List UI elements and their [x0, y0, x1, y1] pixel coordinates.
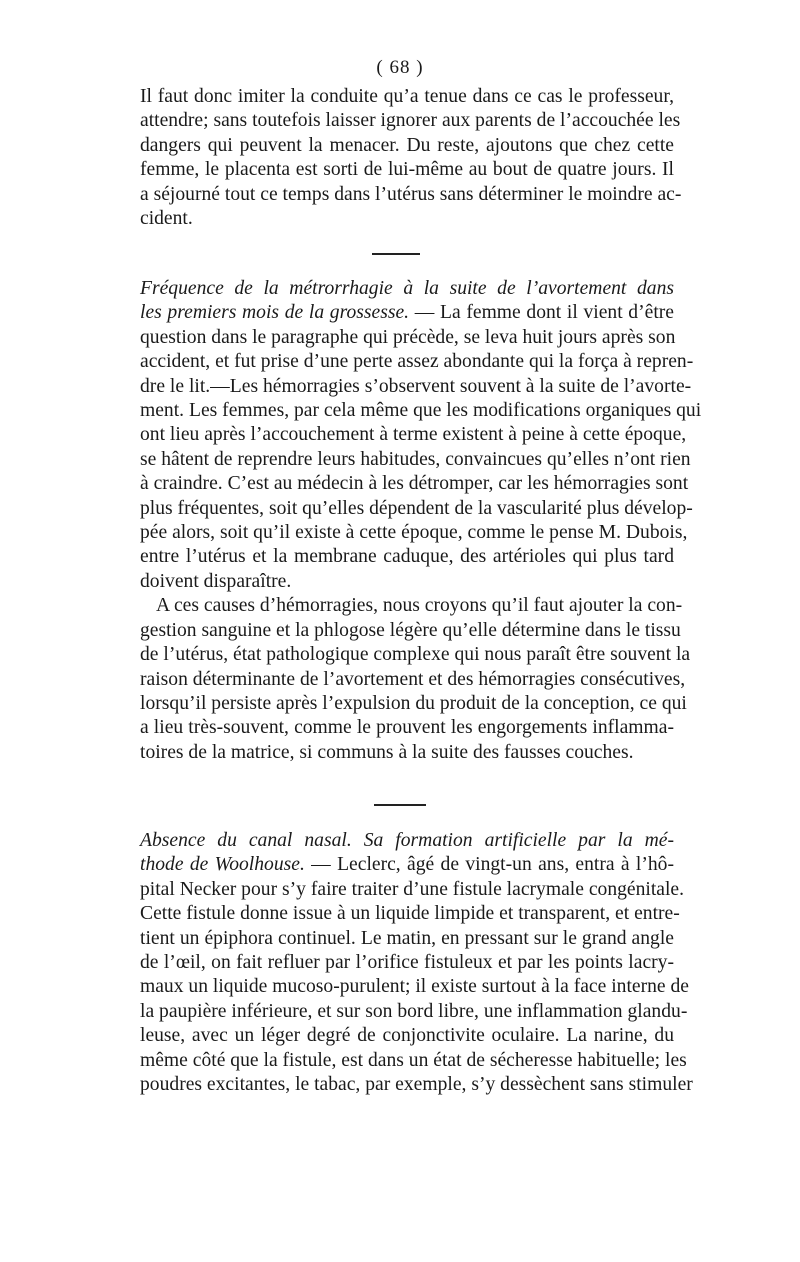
text-line: entre l’utérus et la membrane caduque, des artérioles qui plus tard: [140, 546, 674, 568]
text-line: doivent disparaître.: [140, 570, 292, 592]
text-line: femme, le placenta est sorti de lui-même au bout de quatre jours. Il: [140, 159, 674, 181]
text-line: plus fréquentes, soit qu’elles dépendent de la vascularité plus dévelop-: [140, 497, 693, 519]
paragraph-continuation: [140, 85, 682, 231]
text-line: A ces causes d’hémorragies, nous croyons qu’il faut ajouter la con-: [156, 595, 683, 617]
text-line: la paupière inférieure, et sur son bord libre, une inflammation glandu-: [140, 1000, 688, 1022]
text-line: [140, 301, 674, 325]
section-nasal-canal: [140, 829, 693, 1097]
text-line: toires de la matrice, si communs à la suite des fausses couches.: [140, 741, 634, 763]
text-line: raison déterminante de l’avortement et des hémorragies consécutives,: [140, 668, 686, 690]
text-line: a lieu très-souvent, comme le prouvent les engorgements inflamma-: [140, 717, 674, 739]
section-heading: Absence du canal nasal. Sa formation artificielle par la mé-: [140, 830, 674, 851]
text-line: pée alors, soit qu’il existe à cette époque, comme le pense M. Dubois,: [140, 522, 688, 544]
text-line: a séjourné tout ce temps dans l’utérus sans déterminer le moindre ac-: [140, 183, 682, 205]
text-line: Il faut donc imiter la conduite qu’a tenue dans ce cas le professeur,: [140, 86, 674, 107]
section-divider: [372, 253, 420, 255]
text-line: leuse, avec un léger degré de conjonctivite oculaire. La narine, du: [140, 1025, 674, 1047]
text-line: de l’œil, on fait refluer par l’orifice fistuleux et par les points lacry-: [140, 952, 674, 974]
section-metrorrhagia: [140, 277, 702, 765]
text-line: de l’utérus, état pathologique complexe qui nous paraît être souvent la: [140, 644, 691, 666]
text-line: maux un liquide mucoso-purulent; il existe surtout à la face interne de: [140, 976, 690, 998]
text-line: à craindre. C’est au médecin à les détromper, car les hémorragies sont: [140, 473, 689, 495]
section-heading: Fréquence de la métrorrhagie à la suite de l’avortement dans: [140, 278, 674, 299]
text-line: se hâtent de reprendre leurs habitudes, convaincues qu’elles n’ont rien: [140, 448, 691, 470]
text-line: pital Necker pour s’y faire traiter d’une fistule lacrymale congénitale.: [140, 878, 685, 900]
text-run: — Leclerc, âgé de vingt-un ans, entra à l’hô-: [304, 854, 674, 876]
text-line: Cette fistule donne issue à un liquide limpide et transparent, et entre-: [140, 903, 680, 925]
text-line: gestion sanguine et la phlogose légère qu’elle détermine dans le tissu: [140, 619, 681, 641]
section-heading-end: les premiers mois de la grossesse.: [140, 302, 410, 324]
text-line: [140, 853, 674, 877]
text-line: dre le lit.—Les hémorragies s’observent souvent à la suite de l’avorte-: [140, 375, 692, 397]
text-line: accident, et fut prise d’une perte assez abondante qui la força à repren-: [140, 351, 694, 373]
text-line: tient un épiphora continuel. Le matin, en pressant sur le grand angle: [140, 927, 674, 949]
text-line: ont lieu après l’accouchement à terme existent à peine à cette époque,: [140, 424, 687, 446]
text-line: ment. Les femmes, par cela même que les modifications organiques qui: [140, 400, 702, 422]
text-line: attendre; sans toutefois laisser ignorer aux parents de l’accouchée les: [140, 110, 681, 132]
text-line: question dans le paragraphe qui précède, se leva huit jours après son: [140, 326, 676, 348]
section-divider: [374, 804, 426, 806]
text-line: dangers qui peuvent la menacer. Du reste, ajoutons que chez cette: [140, 134, 674, 156]
text-run: — La femme dont il vient d’être: [409, 302, 674, 324]
text-line: lorsqu’il persiste après l’expulsion du produit de la conception, ce qui: [140, 692, 687, 714]
section-heading-end: thode de Woolhouse.: [140, 854, 305, 876]
text-line: même côté que la fistule, est dans un état de sécheresse habituelle; les: [140, 1049, 687, 1071]
text-line: poudres excitantes, le tabac, par exemple, s’y dessèchent sans stimuler: [140, 1074, 693, 1096]
page-number: ( 68 ): [376, 57, 424, 78]
text-line: cident.: [140, 208, 193, 230]
